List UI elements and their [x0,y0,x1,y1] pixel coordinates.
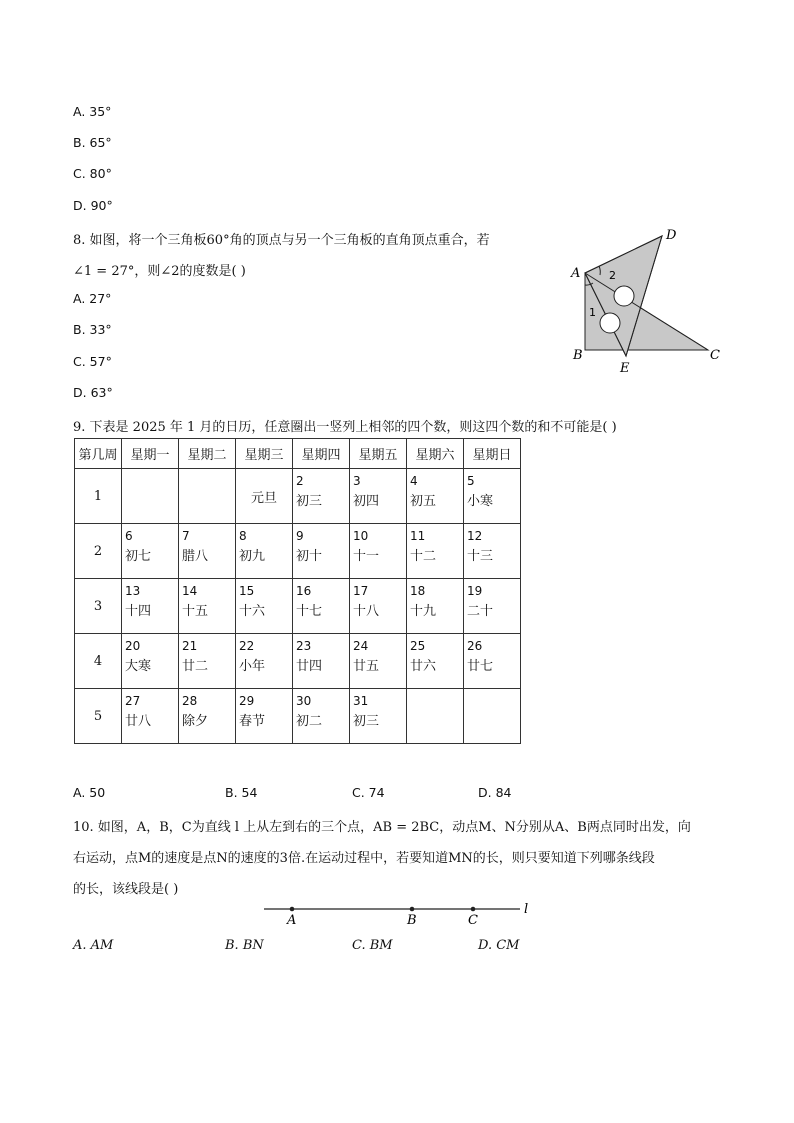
calendar-week-row [75,579,521,634]
calendar-day-cell [464,579,521,634]
calendar-day-cell [293,469,350,524]
lunar-date: 十五 [182,604,209,619]
week-number: 4 [75,634,122,689]
day-number: 28 [182,694,198,708]
calendar-day-cell [464,689,521,744]
q8-option-d: D. 63° [73,385,113,400]
calendar-day-cell [464,634,521,689]
calendar-header-cell: 星期三 [236,439,293,469]
calendar-day-cell [350,469,407,524]
calendar-header-cell: 星期日 [464,439,521,469]
day-number: 31 [353,694,369,708]
calendar-day-cell [350,524,407,579]
label-a: A [571,266,581,281]
lunar-date: 十二 [410,549,437,564]
calendar-header-cell: 星期一 [122,439,179,469]
calendar-day-cell [293,634,350,689]
lunar-date: 初三 [296,494,323,509]
lunar-date: 初九 [239,549,266,564]
day-number: 5 [467,474,475,488]
calendar-day-cell [122,634,179,689]
calendar-day-cell [179,634,236,689]
calendar-day-cell [464,469,521,524]
lunar-date: 廿四 [296,659,323,674]
calendar-week-row [75,524,521,579]
calendar-header-cell: 第几周 [75,439,122,469]
label-e: E [620,361,630,375]
week-number: 2 [75,524,122,579]
lunar-date: 十八 [353,604,380,619]
q7-option-c: C. 80° [73,166,112,181]
q8-triangle-figure [565,225,730,375]
calendar-day-cell [407,469,464,524]
calendar-day-cell [179,469,236,524]
lunar-date: 大寒 [125,659,152,674]
calendar-day-cell [293,524,350,579]
calendar-day-cell [407,634,464,689]
lunar-date: 初七 [125,549,152,564]
day-number: 21 [182,639,198,653]
calendar-day-cell [464,524,521,579]
lunar-date: 二十 [467,604,494,619]
week-number: 5 [75,689,122,744]
calendar-day-cell [350,634,407,689]
day-number: 17 [353,584,369,598]
calendar-day-cell [122,469,179,524]
lunar-date: 十九 [410,604,437,619]
q9-option-a: A. 50 [73,785,106,800]
calendar-week-row [75,689,521,744]
calendar-day-cell [293,579,350,634]
day-number: 10 [353,529,369,543]
q10-option-b: B. BN [225,938,264,953]
lunar-date: 初四 [353,494,380,509]
q10-stem-line3: 的长，该线段是( ) [73,882,179,897]
day-number: 11 [410,529,426,543]
lunar-date: 腊八 [182,549,209,564]
lunar-date: 初二 [296,714,323,729]
calendar-day-cell [293,689,350,744]
label-d: D [666,228,677,243]
q10-option-a: A. AM [73,938,114,953]
day-number: 26 [467,639,483,653]
calendar-day-cell [236,579,293,634]
day-number: 7 [182,529,190,543]
calendar-day-cell [122,524,179,579]
q10-stem-line2: 右运动，点M的速度是点N的速度的3倍.在运动过程中，若要知道MN的长，则只要知道下列哪条线段 [73,851,655,866]
hole-circle [600,313,620,333]
calendar-day-cell [236,469,293,524]
day-number: 22 [239,639,255,653]
calendar-day-cell [350,579,407,634]
q8-option-a: A. 27° [73,291,112,306]
label-b: B [407,913,417,928]
day-number: 8 [239,529,247,543]
holiday-label: 元旦 [250,490,277,506]
lunar-date: 十一 [353,549,380,564]
lunar-date: 廿八 [125,714,152,729]
day-number: 16 [296,584,312,598]
day-number: 12 [467,529,483,543]
lunar-date: 廿二 [182,659,209,674]
calendar-header-cell: 星期六 [407,439,464,469]
q8-option-c: C. 57° [73,354,112,369]
point-b [410,907,415,912]
day-number: 3 [353,474,361,488]
day-number: 14 [182,584,198,598]
calendar-day-cell [236,524,293,579]
day-number: 23 [296,639,312,653]
calendar-day-cell [122,689,179,744]
hole-circle [614,286,634,306]
q10-option-c: C. BM [352,938,393,953]
calendar-day-cell [350,689,407,744]
day-number: 2 [296,474,304,488]
calendar-day-cell [407,524,464,579]
lunar-date: 十四 [125,604,152,619]
lunar-date: 除夕 [182,714,209,729]
label-a: A [287,913,297,928]
q8-stem-line2: ∠1 = 27°，则∠2的度数是( ) [73,264,246,279]
point-c [471,907,476,912]
label-angle-2: 2 [609,269,616,282]
q7-option-b: B. 65° [73,135,112,150]
lunar-date: 十七 [296,604,323,619]
calendar-header-cell: 星期二 [179,439,236,469]
day-number: 19 [467,584,483,598]
lunar-date: 十三 [467,549,494,564]
week-number: 3 [75,579,122,634]
lunar-date: 初三 [353,714,380,729]
day-number: 6 [125,529,133,543]
q9-option-b: B. 54 [225,785,258,800]
day-number: 4 [410,474,418,488]
lunar-date: 廿五 [353,659,380,674]
day-number: 13 [125,584,141,598]
lunar-date: 廿七 [467,659,494,674]
lunar-date: 廿六 [410,659,437,674]
q9-stem: 9. 下表是 2025 年 1 月的日历，任意圈出一竖列上相邻的四个数，则这四个数的和不可能是( ) [73,420,617,435]
lunar-date: 初五 [410,494,437,509]
label-c: C [710,348,720,363]
day-number: 9 [296,529,304,543]
day-number: 30 [296,694,312,708]
calendar-day-cell [179,524,236,579]
calendar-day-cell [407,579,464,634]
point-a [290,907,295,912]
calendar-week-row [75,634,521,689]
q8-stem-line1: 8. 如图，将一个三角板60°角的顶点与另一个三角板的直角顶点重合，若 [73,233,490,248]
lunar-date: 十六 [239,604,266,619]
label-angle-1: 1 [589,306,596,319]
q10-stem-line1: 10. 如图，A，B，C为直线 l 上从左到右的三个点，AB = 2BC，动点M、N分别从A、B两点同时出发，向 [73,820,691,835]
calendar-day-cell [236,634,293,689]
lunar-date: 初十 [296,549,323,564]
label-l: l [524,902,529,917]
q9-option-c: C. 74 [352,785,385,800]
day-number: 25 [410,639,426,653]
label-b: B [573,348,583,363]
q7-option-a: A. 35° [73,104,112,119]
day-number: 27 [125,694,141,708]
calendar-day-cell [407,689,464,744]
q7-option-d: D. 90° [73,198,113,213]
lunar-date: 春节 [239,714,266,729]
q9-option-d: D. 84 [478,785,512,800]
calendar-week-row [75,469,521,524]
q10-line-figure [262,898,537,930]
calendar-day-cell [179,689,236,744]
lunar-date: 小年 [239,659,266,674]
calendar-day-cell [179,579,236,634]
week-number: 1 [75,469,122,524]
lunar-date: 小寒 [467,494,494,509]
day-number: 20 [125,639,141,653]
calendar-header-cell: 星期四 [293,439,350,469]
label-c: C [468,913,478,928]
day-number: 29 [239,694,255,708]
q10-option-d: D. CM [478,938,520,953]
day-number: 15 [239,584,255,598]
day-number: 24 [353,639,369,653]
q8-option-b: B. 33° [73,322,112,337]
calendar-day-cell [122,579,179,634]
day-number: 18 [410,584,426,598]
calendar-header-cell: 星期五 [350,439,407,469]
calendar-day-cell [236,689,293,744]
calendar-table [74,438,521,744]
